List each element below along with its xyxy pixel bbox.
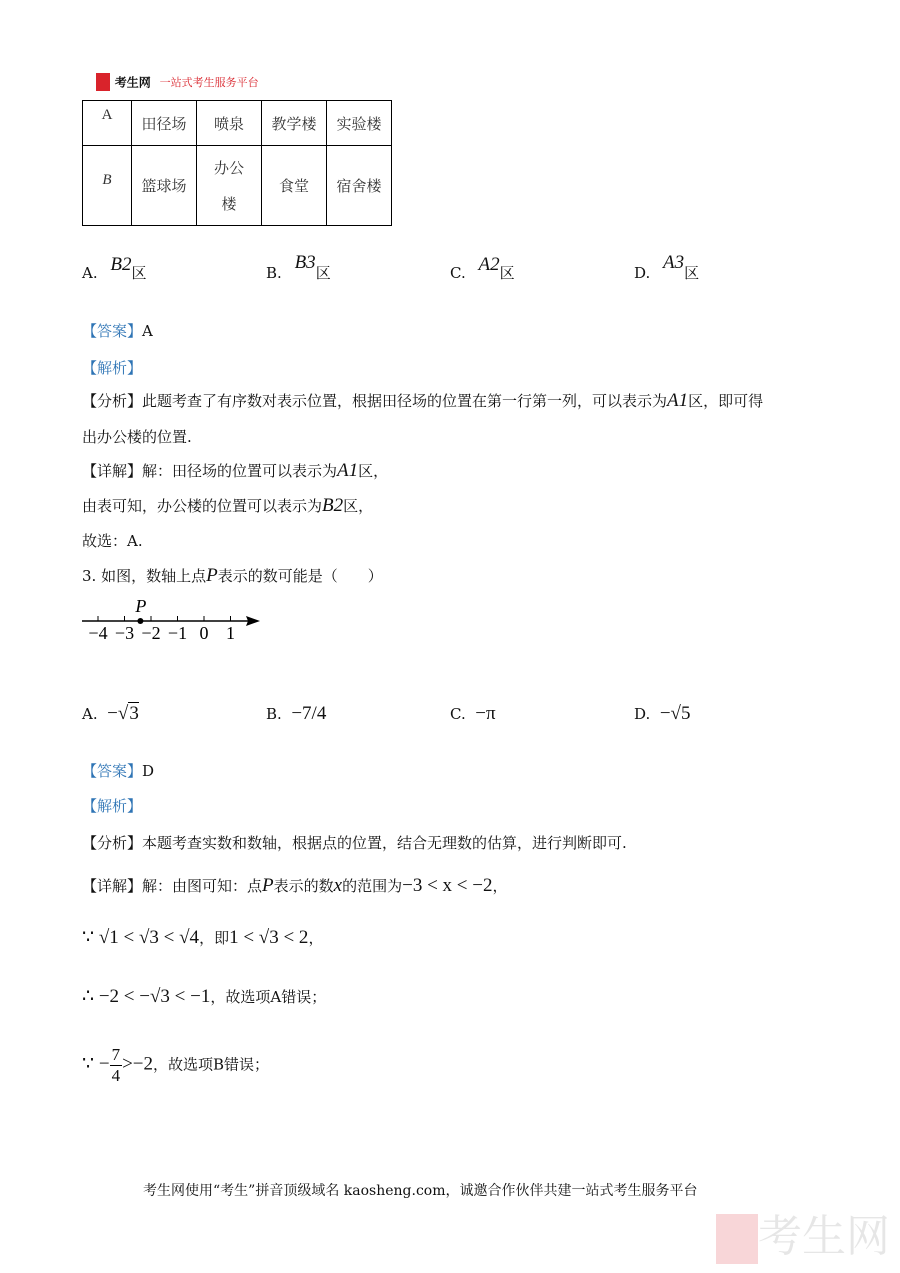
footer: 考生网使用“考生”拼音顶级域名 kaosheng.com，诚邀合作伙伴共建一站式考生服务平台	[143, 1183, 698, 1199]
q3-stem: 3. 如图，数轴上点P表示的数可能是（ ）	[82, 565, 383, 586]
q3-option-a: A. −√3	[82, 703, 139, 724]
arrow-icon	[246, 616, 260, 626]
slogan: 一站式考生服务平台	[159, 76, 259, 89]
q2-jiexi: 【解析】	[82, 359, 143, 377]
tick-label: −1	[167, 623, 188, 643]
tick-label: 1	[226, 623, 235, 643]
q2-answer: 【答案】A	[82, 322, 153, 340]
q3-option-c: C. −π	[450, 703, 496, 724]
q3-answer: 【答案】D	[82, 762, 155, 780]
logo-icon	[96, 73, 110, 91]
page: 考生网 一站式考生服务平台 A 田径场 喷泉 教学楼 实验楼 B 篮球场 办公楼 食堂 宿舍楼 A. B2区 B. B3区 C. A2区 D. A3区 【答案】A 【解析】 【分析】此题考查了有序数对表示位置，根据田径场的位置在第一行第一列，可以表示为A1区，即可得 出办公楼的位置. 【详解】解：田径场的位置可以表示为A1区， 由表可知，办公楼的位置可以表示为B2区， 故选：A. 3. 如图，数轴上点P表示的数可能是（ ） −4 −3 −2 −1 0 1 P A. −√3 B. −7/4 C. −π D. −√5 【答案】D 【解析】 【分析】本题考查实数和数轴，根据点的位置，结合无理数的估算，进行判断即可. 【详解】解：由图可知：点P表示的数x的范围为−3 < x < −2， ∵ √1 < √3 < √4，即1 < √3 < 2， ∴ −2 < −√3 < −1，故选项A错误； ∵ − $\frac{7}{4}$ >−2，故选项B错误； 考生网使用“考生”拼音顶级域名 kaosheng.com，诚邀合作伙伴共建一站式考生服务平台 考生网	[0, 0, 900, 1273]
q2-xiangjie: 【详解】解：田径场的位置可以表示为A1区，	[82, 460, 389, 481]
tick-label: −3	[114, 623, 135, 643]
tick-label: −4	[88, 623, 108, 643]
watermark-logo: 考生网	[716, 1200, 890, 1264]
q3-option-d: D. −√5	[634, 703, 691, 724]
tick-label: −2	[141, 623, 161, 643]
q2-option-c: C. A2区	[450, 254, 515, 282]
q3-option-d-value: −√5	[659, 703, 691, 724]
logo: 考生网 一站式考生服务平台	[96, 72, 259, 91]
q2-option-d: D. A3区	[634, 252, 700, 282]
q2-fenxi: 【分析】此题考查了有序数对表示位置，根据田径场的位置在第一行第一列，可以表示为A1区，即可得	[82, 390, 764, 411]
location-table: A 田径场 喷泉 教学楼 实验楼 B 篮球场 办公楼 食堂 宿舍楼	[82, 100, 392, 226]
q3-option-b-value: −7/4	[291, 703, 327, 724]
q2-option-b: B. B3区	[266, 252, 331, 282]
q2-option-a: A. B2区	[82, 254, 147, 282]
q3-option-b: B. −7/4	[266, 703, 327, 724]
number-line	[80, 592, 270, 647]
tick-label: 0	[199, 623, 209, 643]
point-label: P	[135, 596, 147, 616]
point-p	[137, 618, 143, 624]
